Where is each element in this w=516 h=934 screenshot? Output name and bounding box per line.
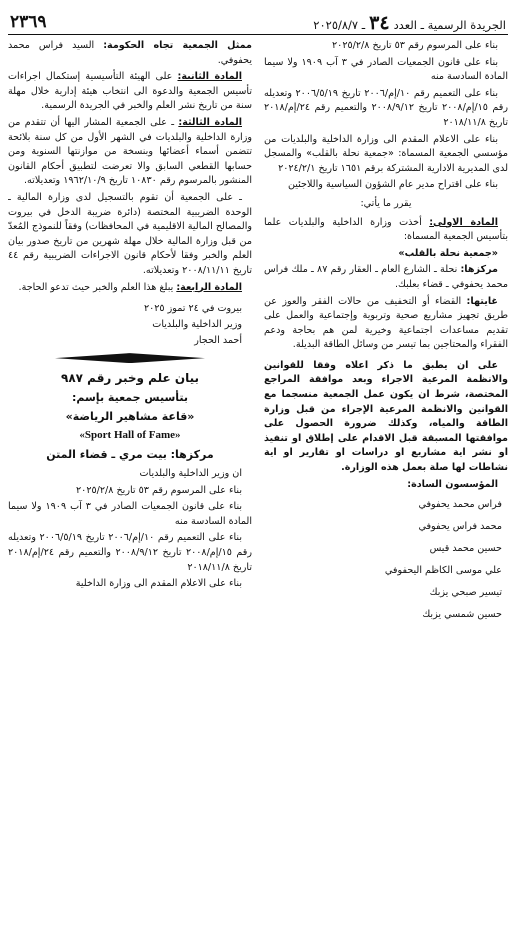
para: بناء على المرسوم رقم ٥٣ تاريخ ٢٠٢٥/٢/٨: [332, 40, 498, 51]
goal-label: غايتها:: [466, 295, 498, 307]
article-4-label: المادة الرابعة:: [176, 281, 242, 293]
decides-line: يقرر ما يأتي:: [360, 197, 412, 209]
list-item: حسين شمسي يزبك: [422, 609, 502, 621]
article-3-part-2: ـ على الجمعية أن تقوم بالتسجيل لدى وزارة المالية ـ الوحدة الضريبية المختصة (دائرة ضريبة الدخل في بيروت والمصالح المالية الاقليمية في المحافظات) وفقاً للنموذج المُعدّ من قبل وزارة المالية خلال مهلة شهرين من تاريخ صدور بيان العلم والخبر وفقا لأحكام قانون الاجراءات الضريبية رقم ٤٤ تاريخ ٢٠٠٨/١١/١١ وتعديلاته.: [8, 191, 252, 276]
notice-subtitle: بتأسيس جمعية بإسم:: [71, 391, 189, 405]
list-item: فراس محمد يحفوفي: [418, 499, 502, 511]
article-4: [8, 281, 252, 296]
notice-name-arabic: «قاعة مشاهير الرياضة»: [65, 410, 195, 424]
notice-name-english: «Sport Hall of Fame»: [79, 429, 181, 442]
rep-label: ممثل الجمعية تجاه الحكومة:: [103, 40, 252, 51]
founders-label: المؤسسون السادة:: [407, 478, 498, 490]
signature-name: أحمد الحجار: [194, 335, 242, 347]
columns: [8, 35, 508, 934]
article-2-text: على الهيئة التأسيسية إستكمال اجراءات تأسيس الجمعية والدعوة الى انتخاب هيئة إدارية خلال مهلة سنة من تاريخ نشر العلم والخبر في الجريدة الرسمية.: [8, 71, 252, 112]
issue-number: ٣٤: [369, 12, 390, 34]
article-1: [264, 216, 508, 245]
article-1-text: أخذت وزارة الداخلية والبلديات علما بتأسيس الجمعية المسماة:: [264, 216, 508, 243]
right-column: [264, 39, 508, 934]
list-item: علي موسى الكاظم اليحفوفي: [384, 565, 502, 577]
goal-text: القضاء أو التخفيف من حالات الفقر والعوز عن طريق تجهيز مشاريع صحية وتربوية وإجتماعية والعمل على تقديم مساعدات اجتماعية وخيرية لمن هم بحاجة ودعم الفقراء والمحتاجين بما تيسر من وسائل الطاقة البديلة.: [264, 295, 508, 351]
notice-title: بيان علم وخبر رقم ٩٨٧: [61, 371, 199, 386]
article-3-label: المادة الثالثة:: [178, 116, 242, 128]
para: بناء على اقتراح مدير عام الشؤون السياسية واللاجئين: [287, 179, 498, 191]
notice-headquarters: مركزها: بيت مري ـ قضاء المتن: [46, 448, 214, 462]
signature-date: بيروت في ٢٤ تموز ٢٠٢٥: [143, 303, 242, 315]
founders-list: [264, 494, 508, 626]
headquarters: [264, 263, 508, 292]
condition-text: على ان يطبق ما ذكر اعلاه وفقا للقوانين والانظمة المرعية الاجراء وبعد موافقة المراجع المختصة، شرط ان يكون عمل الجمعية منسجما مع القوانين والانظمة المرعية الإجراء من قبل وزارة الطاقة والمياه، وكذلك ضرورة الحصول على موافقتها المسبقة قبل الاقدام على إطلاق او تنفيذ او نشر اية مشاريع او دراسات او تقارير او اية نشاطات لها صلة بعمل هذه الوزارة.: [264, 359, 508, 474]
para: بناء على قانون الجمعيات الصادر في ٣ آب ١٩٠٩ ولا سيما المادة السادسة منه: [264, 56, 508, 83]
para: بناء على التعميم رقم ١٠/إم/٢٠٠٦ تاريخ ٢٠٠٦/٥/١٩ وتعديله رقم ١٥/إم/٢٠٠٨ تاريخ ٢٠٠٨/٩/١٢ والتعميم رقم ٢٤/إم/٢٠١٨ تاريخ ٢٠١٨/١١/٨: [264, 87, 508, 128]
header-issue-info: [313, 14, 506, 32]
article-3: [8, 116, 252, 189]
page-number: ٢٣٦٩: [10, 12, 47, 32]
list-item: محمد فراس يحفوفي: [418, 521, 502, 533]
para: بناء على التعميم رقم ١٠/إم/٢٠٠٦ تاريخ ٢٠٠٦/٥/١٩ وتعديله رقم ١٥/إم/٢٠٠٨ تاريخ ٢٠٠٨/٩/١٢ والتعميم رقم ٢٤/إم/٢٠١٨ تاريخ ٢٠١٨/١١/٨: [8, 532, 252, 573]
para: بناء على الاعلام المقدم الى وزارة الداخلية: [75, 578, 242, 590]
para: بناء على الاعلام المقدم الى وزارة الداخلية والبلديات من مؤسسي الجمعية المسماة: «جمعية نحلة بالقلب» والمسجل لدى المديرية الادارية المشتركة برقم ١٦٥١ تاريخ ٢٠٢٤/٢/١: [264, 133, 508, 174]
para: بناء على قانون الجمعيات الصادر في ٣ آب ١٩٠٩ ولا سيما المادة السادسة منه: [8, 501, 252, 527]
list-item: حسين محمد قيس: [429, 543, 502, 555]
issue-date: ـ ٢٠٢٥/٨/٧: [313, 18, 366, 32]
rep-text: السيد فراس محمد يحفوفي.: [8, 40, 252, 66]
list-item: تيسير صبحي يزبك: [429, 587, 502, 599]
article-2: [8, 70, 252, 114]
representative: [8, 39, 252, 68]
left-column: [8, 39, 252, 934]
page-header: [8, 6, 508, 35]
goal: [264, 295, 508, 353]
hq-label: مركزها:: [460, 264, 498, 276]
article-1-label: المادة الاولى:: [429, 216, 498, 228]
journal-name: الجريدة الرسمية ـ العدد: [393, 18, 506, 32]
association-name: «جمعية نحلة بالقلب»: [398, 247, 498, 259]
article-4-text: يبلغ هذا العلم والخبر حيث تدعو الحاجة.: [18, 281, 174, 293]
article-3-text: ـ على الجمعية المشار اليها أن تتقدم من وزارة الداخلية والبلديات في الشهر الأول من كل سنة بلائحة تتضمن أسماء أعضائها وبنسخة من موازنتها السنوية ومن حسابها القطعي السابق والا تعرضت لتطبيق أحكام القانون المنشور بالمرسوم رقم ١٠٨٣٠ تاريخ ١٩٦٢/١٠/٩ وتعديلاته.: [8, 116, 252, 187]
article-2-label: المادة الثانية:: [177, 71, 242, 83]
signature-block: [8, 301, 252, 349]
signature-title: وزير الداخلية والبلديات: [152, 319, 242, 331]
hq-text: نحلة ـ الشارع العام ـ العقار رقم ٨٧ ـ ملك فراس محمد يحفوفي ـ قضاء بعلبك.: [264, 264, 508, 290]
para: ان وزير الداخلية والبلديات: [139, 468, 242, 480]
para: بناء على المرسوم رقم ٥٣ تاريخ ٢٠٢٥/٢/٨: [76, 484, 242, 496]
section-divider: [55, 353, 205, 363]
